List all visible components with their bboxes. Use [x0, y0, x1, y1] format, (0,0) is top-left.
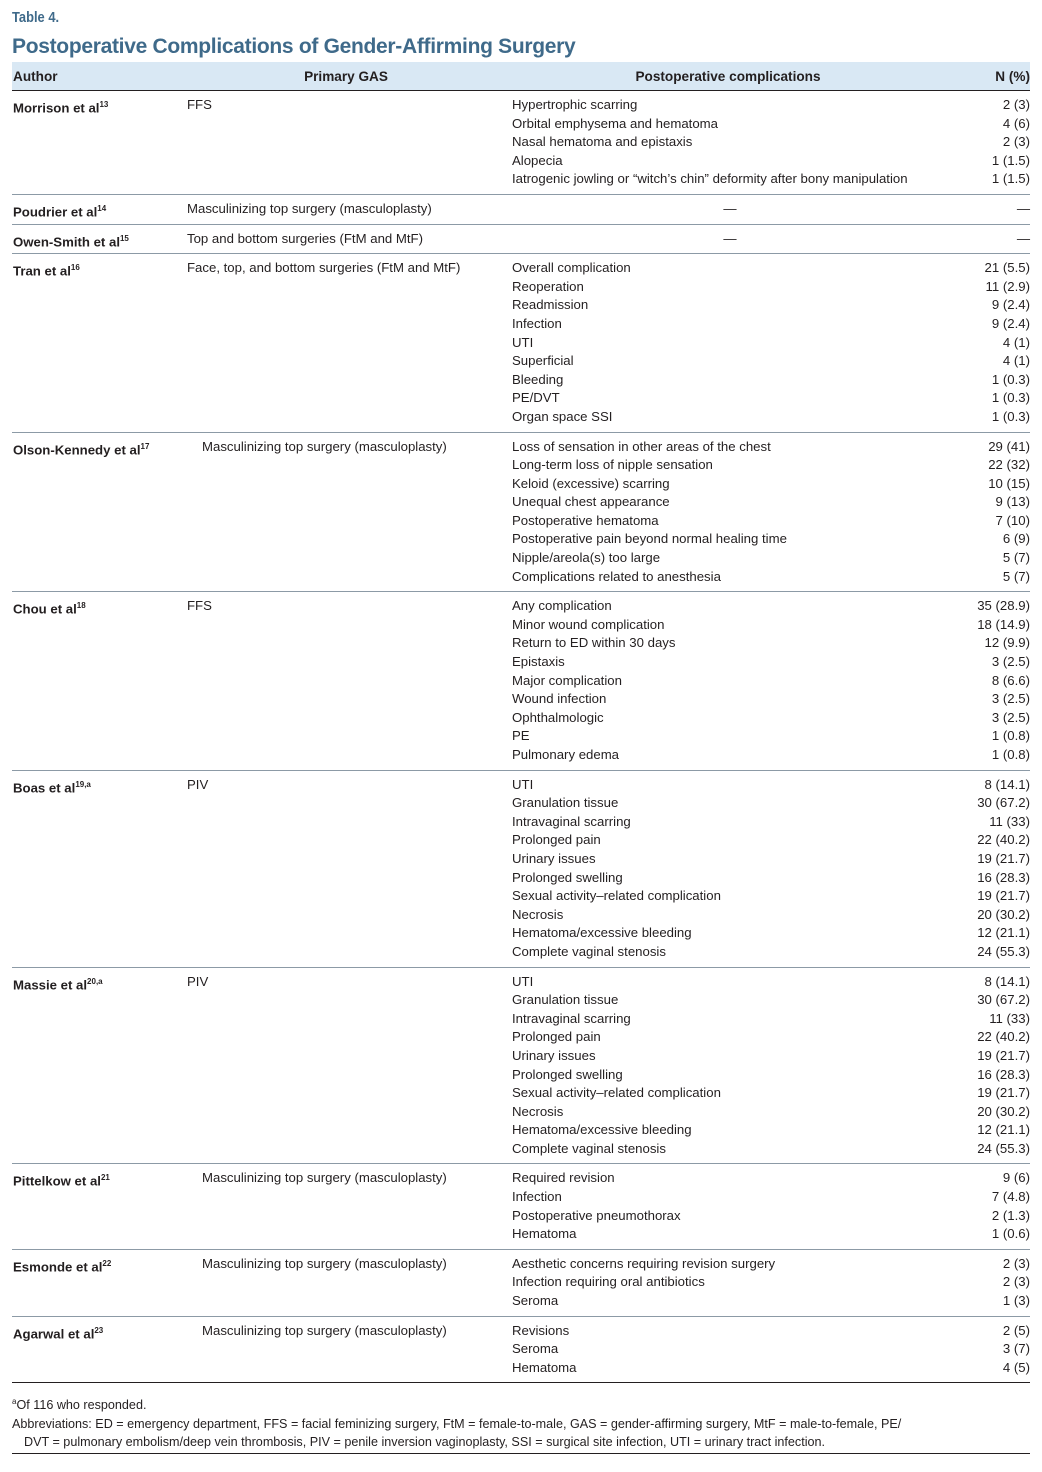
author-reference: 17 — [140, 441, 150, 451]
table-body — [12, 91, 1030, 1383]
n-percent-cell — [948, 967, 1030, 1164]
n-percent-value: 35 (28.9) — [977, 598, 1030, 614]
table-row — [12, 770, 1030, 967]
author-cell — [12, 194, 184, 224]
complication-item: Revisions — [512, 1322, 570, 1338]
author-reference: 15 — [119, 233, 129, 243]
complication-item: Infection — [512, 1189, 562, 1205]
n-percent-value: 19 (21.7) — [977, 1047, 1030, 1063]
n-percent-value: 19 (21.7) — [977, 888, 1030, 904]
complication-item: Nasal hematoma and epistaxis — [512, 134, 693, 150]
author-reference: 21 — [100, 1173, 110, 1183]
n-percent-value: 5 (7) — [1002, 568, 1030, 584]
header-primary-gas: Primary GAS — [184, 62, 508, 91]
n-percent-value: 20 (30.2) — [977, 906, 1030, 922]
complications-cell — [508, 194, 948, 224]
table-row — [12, 1316, 1030, 1383]
n-percent-cell — [948, 432, 1030, 592]
author-cell — [12, 224, 184, 254]
n-percent-value: 6 (9) — [1002, 531, 1030, 547]
complication-item: Postoperative hematoma — [512, 512, 659, 528]
complication-item: Intravaginal scarring — [512, 1010, 631, 1026]
n-percent-value: 2 (1.3) — [991, 1207, 1030, 1223]
complication-item: Superficial — [512, 353, 574, 369]
header-n-percent: N (%) — [948, 62, 1030, 91]
n-percent-value: 2 (5) — [1002, 1322, 1030, 1338]
complication-item: Necrosis — [512, 1103, 564, 1119]
complication-item: Prolonged pain — [512, 832, 601, 848]
complication-item: UTI — [512, 334, 534, 350]
author-name: Boas et al — [13, 779, 76, 795]
n-percent-value: 11 (2.9) — [985, 278, 1030, 294]
primary-gas-cell: Top and bottom surgeries (FtM and MtF) — [184, 224, 508, 254]
n-percent-cell — [948, 224, 1030, 254]
complication-item: Intravaginal scarring — [512, 813, 631, 829]
table-title: Postoperative Complications of Gender-Affirming Surgery — [12, 35, 576, 58]
complication-item: Minor wound complication — [512, 616, 665, 632]
complication-item: Hematoma/excessive bleeding — [512, 1122, 692, 1138]
header-row — [12, 62, 1030, 91]
complication-item: Prolonged pain — [512, 1029, 601, 1045]
n-percent-value: — — [1016, 200, 1030, 216]
complication-item: Granulation tissue — [512, 992, 619, 1008]
complication-item: Hematoma — [512, 1226, 577, 1242]
primary-gas-cell: FFS — [184, 592, 508, 770]
complication-item: Prolonged swelling — [512, 1066, 623, 1082]
complication-item: Unequal chest appearance — [512, 494, 670, 510]
author-cell — [12, 91, 184, 195]
complication-item: Return to ED within 30 days — [512, 635, 676, 651]
author-reference: 20,a — [87, 976, 103, 986]
author-reference: 19,a — [75, 779, 91, 789]
complication-item: Infection requiring oral antibiotics — [512, 1274, 705, 1290]
complication-item: UTI — [512, 973, 534, 989]
author-cell — [12, 1164, 184, 1249]
n-percent-value: 30 (67.2) — [977, 795, 1030, 811]
complication-item: Seroma — [512, 1341, 559, 1357]
complication-item: — — [723, 230, 737, 246]
table-row — [12, 432, 1030, 592]
complication-item: Loss of sensation in other areas of the chest — [512, 438, 771, 454]
author-reference: 14 — [97, 203, 107, 213]
n-percent-value: 19 (21.7) — [977, 850, 1030, 866]
n-percent-value: 12 (21.1) — [977, 925, 1030, 941]
n-percent-cell — [948, 254, 1030, 432]
author-cell — [12, 770, 184, 967]
primary-gas-cell: Masculinizing top surgery (masculoplasty) — [184, 1249, 508, 1316]
complication-item: Nipple/areola(s) too large — [512, 550, 661, 566]
n-percent-value: 8 (14.1) — [984, 973, 1030, 989]
n-percent-value: 9 (2.4) — [991, 315, 1030, 331]
n-percent-value: — — [1016, 230, 1030, 246]
n-percent-value: 1 (1.5) — [991, 152, 1030, 168]
complication-item: Seroma — [512, 1293, 559, 1309]
author-reference: 13 — [99, 100, 109, 109]
n-percent-value: 9 (13) — [995, 494, 1030, 510]
complications-cell — [508, 1316, 948, 1383]
n-percent-value: 4 (6) — [1002, 115, 1030, 131]
header-author: Author — [12, 62, 184, 91]
n-percent-cell — [948, 194, 1030, 224]
n-percent-cell — [948, 91, 1030, 195]
complication-item: Epistaxis — [512, 654, 565, 670]
footnote — [12, 1393, 1030, 1414]
complication-item: Granulation tissue — [512, 795, 619, 811]
author-name: Pittelkow et al — [13, 1173, 101, 1189]
n-percent-value: 30 (67.2) — [977, 992, 1030, 1008]
n-percent-cell — [948, 1249, 1030, 1316]
complication-item: Aesthetic concerns requiring revision surgery — [512, 1255, 776, 1271]
complication-item: Overall complication — [512, 260, 631, 276]
complication-item: Organ space SSI — [512, 408, 613, 424]
primary-gas-cell: PIV — [184, 967, 508, 1164]
primary-gas-cell: Masculinizing top surgery (masculoplasty) — [184, 194, 508, 224]
complication-item: Required revision — [512, 1170, 615, 1186]
n-percent-value: 1 (0.8) — [991, 747, 1030, 762]
complications-table — [12, 62, 1030, 1383]
author-name: Massie et al — [13, 976, 88, 992]
n-percent-cell — [948, 1164, 1030, 1249]
complication-item: Postoperative pain beyond normal healing time — [512, 531, 787, 547]
abbreviations-line-2: DVT = pulmonary embolism/deep vein thrombosis, PIV = penile inversion vaginoplasty, SSI = surgical site infection, UTI = urinary tract infection. — [24, 1434, 826, 1449]
author-name: Tran et al — [13, 263, 71, 279]
primary-gas-cell: PIV — [184, 770, 508, 967]
table-row — [12, 254, 1030, 432]
n-percent-value: 9 (2.4) — [991, 297, 1030, 313]
n-percent-value: 9 (6) — [1002, 1170, 1030, 1186]
complication-item: Any complication — [512, 598, 612, 614]
author-name: Agarwal et al — [13, 1326, 95, 1342]
n-percent-value: 18 (14.9) — [977, 616, 1030, 632]
complication-item: Major complication — [512, 672, 622, 688]
table-label: Table 4. — [12, 9, 60, 26]
n-percent-value: 3 (2.5) — [991, 654, 1030, 670]
complication-item: Urinary issues — [512, 1047, 596, 1063]
n-percent-value: 2 (3) — [1002, 97, 1030, 112]
author-cell — [12, 1249, 184, 1316]
n-percent-value: 11 (33) — [989, 1010, 1030, 1026]
author-name: Esmonde et al — [13, 1259, 103, 1275]
author-name: Olson-Kennedy et al — [13, 441, 141, 457]
complication-item: Complete vaginal stenosis — [512, 943, 666, 959]
table-row — [12, 1249, 1030, 1316]
n-percent-value: 2 (3) — [1002, 134, 1030, 150]
complication-item: Bleeding — [512, 371, 564, 387]
author-cell — [12, 592, 184, 770]
complication-item: Ophthalmologic — [512, 709, 604, 725]
complications-cell — [508, 592, 948, 770]
n-percent-value: 2 (3) — [1002, 1274, 1030, 1290]
table-row — [12, 967, 1030, 1164]
n-percent-value: 21 (5.5) — [984, 260, 1030, 276]
n-percent-value: 3 (7) — [1002, 1341, 1030, 1357]
author-cell — [12, 967, 184, 1164]
complication-item: Complications related to anesthesia — [512, 568, 721, 584]
n-percent-value: 24 (55.3) — [977, 1140, 1030, 1156]
header-complications: Postoperative complications — [508, 62, 948, 91]
n-percent-value: 11 (33) — [989, 813, 1030, 829]
complications-cell — [508, 91, 948, 195]
complication-item: PE — [512, 728, 530, 744]
table-footer — [12, 1393, 1030, 1453]
n-percent-value: 22 (40.2) — [977, 832, 1030, 848]
n-percent-value: 4 (1) — [1002, 353, 1030, 369]
author-name: Morrison et al — [13, 100, 100, 116]
n-percent-value: 1 (1.5) — [991, 171, 1030, 187]
author-name: Owen-Smith et al — [13, 233, 120, 249]
complication-item: Prolonged swelling — [512, 869, 623, 885]
n-percent-value: 24 (55.3) — [977, 943, 1030, 959]
author-cell — [12, 254, 184, 432]
n-percent-cell — [948, 592, 1030, 770]
primary-gas-cell: Masculinizing top surgery (masculoplasty) — [184, 432, 508, 592]
n-percent-value: 1 (3) — [1002, 1293, 1030, 1309]
table-row — [12, 194, 1030, 224]
complication-item: PE/DVT — [512, 390, 560, 406]
complications-cell — [508, 1249, 948, 1316]
author-name: Poudrier et al — [13, 204, 98, 220]
complication-item: Sexual activity–related complication — [512, 1085, 721, 1101]
n-percent-value: 1 (0.3) — [991, 390, 1030, 406]
complication-item: Long-term loss of nipple sensation — [512, 457, 713, 473]
footnote-mark: a — [12, 1397, 17, 1407]
complications-cell — [508, 224, 948, 254]
n-percent-cell — [948, 1316, 1030, 1383]
n-percent-value: 7 (10) — [995, 512, 1030, 528]
n-percent-value: 12 (9.9) — [984, 635, 1030, 651]
n-percent-value: 3 (2.5) — [991, 691, 1030, 707]
primary-gas-cell: FFS — [184, 91, 508, 195]
complication-item: Complete vaginal stenosis — [512, 1140, 666, 1156]
complication-item: Pulmonary edema — [512, 747, 620, 762]
n-percent-value: 1 (0.6) — [991, 1226, 1030, 1242]
n-percent-value: 1 (0.8) — [991, 728, 1030, 744]
author-name: Chou et al — [13, 601, 77, 617]
complication-item: Hypertrophic scarring — [512, 97, 638, 112]
complications-cell — [508, 1164, 948, 1249]
complication-item: — — [723, 200, 737, 216]
n-percent-value: 20 (30.2) — [977, 1103, 1030, 1119]
n-percent-value: 3 (2.5) — [991, 709, 1030, 725]
n-percent-value: 5 (7) — [1002, 550, 1030, 566]
complication-item: UTI — [512, 776, 534, 792]
author-cell — [12, 1316, 184, 1383]
n-percent-value: 19 (21.7) — [977, 1085, 1030, 1101]
complication-item: Infection — [512, 315, 562, 331]
author-reference: 16 — [70, 263, 80, 273]
n-percent-value: 22 (40.2) — [977, 1029, 1030, 1045]
n-percent-cell — [948, 770, 1030, 967]
complication-item: Readmission — [512, 297, 589, 313]
n-percent-value: 7 (4.8) — [991, 1189, 1030, 1205]
footer-rule — [12, 1453, 1030, 1454]
table-row — [12, 91, 1030, 195]
n-percent-value: 1 (0.3) — [991, 408, 1030, 424]
author-reference: 18 — [76, 601, 86, 611]
complications-cell — [508, 432, 948, 592]
primary-gas-cell: Face, top, and bottom surgeries (FtM and MtF) — [184, 254, 508, 432]
complications-cell — [508, 770, 948, 967]
complication-item: Hematoma — [512, 1359, 577, 1375]
table-page — [12, 8, 1030, 1454]
n-percent-value: 1 (0.3) — [991, 371, 1030, 387]
table-row — [12, 224, 1030, 254]
complication-item: Orbital emphysema and hematoma — [512, 115, 718, 131]
n-percent-value: 16 (28.3) — [977, 1066, 1030, 1082]
table-row — [12, 1164, 1030, 1249]
n-percent-value: 29 (41) — [988, 438, 1030, 454]
n-percent-value: 10 (15) — [988, 475, 1030, 491]
complication-item: Urinary issues — [512, 850, 596, 866]
complication-item: Postoperative pneumothorax — [512, 1207, 681, 1223]
n-percent-value: 22 (32) — [988, 457, 1030, 473]
complication-item: Wound infection — [512, 691, 607, 707]
complication-item: Keloid (excessive) scarring — [512, 475, 670, 491]
n-percent-value: 8 (6.6) — [991, 672, 1030, 688]
author-reference: 23 — [94, 1325, 104, 1335]
primary-gas-cell: Masculinizing top surgery (masculoplasty) — [184, 1164, 508, 1249]
table-row — [12, 592, 1030, 770]
complications-cell — [508, 967, 948, 1164]
abbreviations-line-1: Abbreviations: ED = emergency department, FFS = facial feminizing surgery, FtM = female-to-male, GAS = gender-affirming surgery, MtF = male-to-female, PE/ — [12, 1416, 902, 1431]
n-percent-value: 12 (21.1) — [977, 1122, 1030, 1138]
author-reference: 22 — [102, 1258, 112, 1268]
complication-item: Sexual activity–related complication — [512, 888, 721, 904]
primary-gas-cell: Masculinizing top surgery (masculoplasty) — [184, 1316, 508, 1383]
complication-item: Reoperation — [512, 278, 584, 294]
n-percent-value: 8 (14.1) — [984, 776, 1030, 792]
n-percent-value: 4 (5) — [1002, 1359, 1030, 1375]
n-percent-value: 2 (3) — [1002, 1255, 1030, 1271]
complications-cell — [508, 254, 948, 432]
n-percent-value: 16 (28.3) — [977, 869, 1030, 885]
complication-item: Hematoma/excessive bleeding — [512, 925, 692, 941]
footnote-text: Of 116 who responded. — [16, 1398, 147, 1413]
complication-item: Alopecia — [512, 152, 563, 168]
author-cell — [12, 432, 184, 592]
complication-item: Iatrogenic jowling or “witch’s chin” deformity after bony manipulation — [512, 171, 908, 187]
complication-item: Necrosis — [512, 906, 564, 922]
n-percent-value: 4 (1) — [1002, 334, 1030, 350]
